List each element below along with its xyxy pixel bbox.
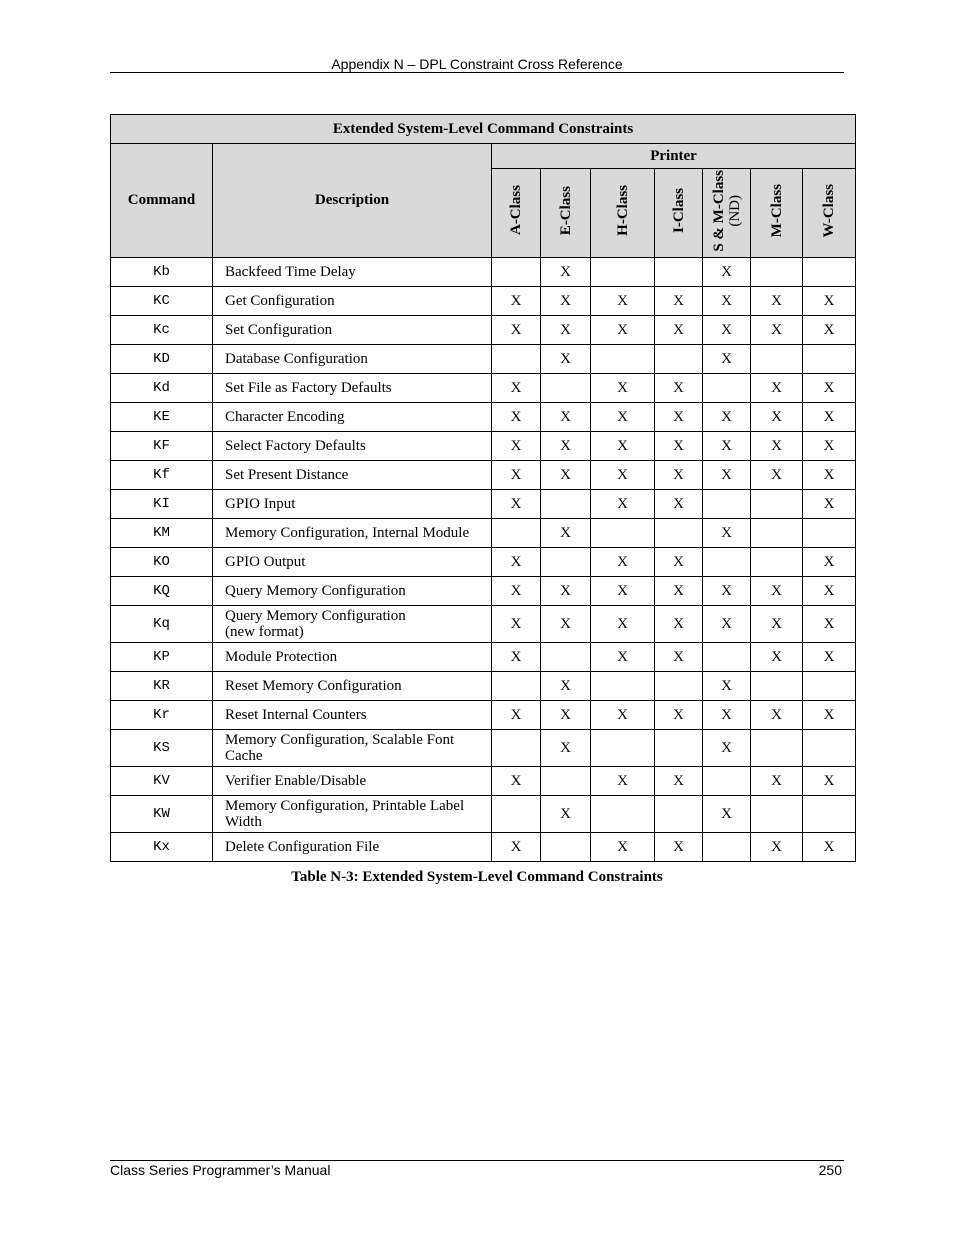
- support-mark-cell: [492, 258, 541, 287]
- class-label: [711, 170, 743, 252]
- support-mark-cell: X: [751, 577, 803, 606]
- support-mark-cell: [703, 490, 751, 519]
- support-mark-cell: X: [803, 643, 856, 672]
- support-mark-cell: [591, 796, 655, 833]
- support-mark-cell: X: [803, 461, 856, 490]
- support-mark-cell: X: [751, 403, 803, 432]
- support-mark-cell: [655, 730, 703, 767]
- support-mark-cell: [655, 519, 703, 548]
- column-header-class: [751, 169, 803, 258]
- support-mark-cell: X: [492, 577, 541, 606]
- support-mark-cell: X: [803, 833, 856, 862]
- command-cell: KD: [111, 345, 213, 374]
- description-cell: Query Memory Configuration: [213, 577, 492, 606]
- support-mark-cell: X: [541, 316, 591, 345]
- support-mark-cell: X: [703, 701, 751, 730]
- support-mark-cell: X: [541, 672, 591, 701]
- support-mark-cell: X: [655, 490, 703, 519]
- support-mark-cell: [655, 672, 703, 701]
- support-mark-cell: [803, 345, 856, 374]
- support-mark-cell: X: [703, 403, 751, 432]
- support-mark-cell: [541, 490, 591, 519]
- support-mark-cell: X: [492, 606, 541, 643]
- description-cell: Set File as Factory Defaults: [213, 374, 492, 403]
- table-row: [111, 258, 856, 287]
- support-mark-cell: [541, 767, 591, 796]
- constraints-table: [110, 114, 856, 862]
- command-cell: KR: [111, 672, 213, 701]
- table-caption: Table N-3: Extended System-Level Command Constraints: [291, 869, 663, 885]
- description-cell: Select Factory Defaults: [213, 432, 492, 461]
- support-mark-cell: [655, 796, 703, 833]
- support-mark-cell: X: [751, 701, 803, 730]
- command-cell: KQ: [111, 577, 213, 606]
- support-mark-cell: X: [541, 701, 591, 730]
- table-row: [111, 316, 856, 345]
- support-mark-cell: X: [541, 461, 591, 490]
- description-cell: Character Encoding: [213, 403, 492, 432]
- support-mark-cell: [703, 643, 751, 672]
- page-header: Appendix N – DPL Constraint Cross Reference: [331, 56, 623, 72]
- support-mark-cell: X: [655, 403, 703, 432]
- support-mark-cell: [492, 672, 541, 701]
- column-header-printer: Printer: [492, 144, 856, 169]
- support-mark-cell: X: [703, 287, 751, 316]
- description-cell: Module Protection: [213, 643, 492, 672]
- support-mark-cell: X: [541, 432, 591, 461]
- support-mark-cell: X: [591, 577, 655, 606]
- description-cell: Get Configuration: [213, 287, 492, 316]
- support-mark-cell: X: [591, 287, 655, 316]
- support-mark-cell: X: [492, 432, 541, 461]
- description-cell: Memory Configuration, Scalable Font Cache: [213, 730, 492, 767]
- support-mark-cell: X: [655, 643, 703, 672]
- command-cell: Kq: [111, 606, 213, 643]
- footer-page-number: 250: [818, 1162, 842, 1178]
- support-mark-cell: [541, 548, 591, 577]
- support-mark-cell: [751, 672, 803, 701]
- command-cell: Kr: [111, 701, 213, 730]
- command-cell: KF: [111, 432, 213, 461]
- support-mark-cell: X: [803, 316, 856, 345]
- class-name: S & M-Class: [710, 169, 727, 252]
- support-mark-cell: X: [655, 374, 703, 403]
- support-mark-cell: X: [655, 833, 703, 862]
- table-row: [111, 287, 856, 316]
- command-cell: KV: [111, 767, 213, 796]
- footer-rule: [110, 1160, 844, 1161]
- class-label: [821, 184, 837, 238]
- support-mark-cell: X: [492, 767, 541, 796]
- support-mark-cell: [492, 345, 541, 374]
- support-mark-cell: X: [751, 833, 803, 862]
- support-mark-cell: [751, 796, 803, 833]
- support-mark-cell: X: [541, 730, 591, 767]
- table-row: [111, 767, 856, 796]
- support-mark-cell: [703, 767, 751, 796]
- support-mark-cell: X: [541, 345, 591, 374]
- command-cell: Kd: [111, 374, 213, 403]
- support-mark-cell: X: [492, 287, 541, 316]
- support-mark-cell: X: [803, 403, 856, 432]
- support-mark-cell: X: [803, 374, 856, 403]
- table-row: [111, 345, 856, 374]
- support-mark-cell: X: [591, 403, 655, 432]
- support-mark-cell: X: [803, 432, 856, 461]
- command-cell: KS: [111, 730, 213, 767]
- class-label: [558, 186, 574, 235]
- support-mark-cell: X: [751, 374, 803, 403]
- class-subnote: (ND): [726, 194, 743, 227]
- support-mark-cell: [541, 374, 591, 403]
- description-cell: GPIO Output: [213, 548, 492, 577]
- support-mark-cell: [591, 672, 655, 701]
- description-cell: Reset Memory Configuration: [213, 672, 492, 701]
- support-mark-cell: [803, 258, 856, 287]
- support-mark-cell: [803, 519, 856, 548]
- support-mark-cell: [751, 345, 803, 374]
- command-cell: Kx: [111, 833, 213, 862]
- support-mark-cell: [492, 796, 541, 833]
- class-name: M-Class: [768, 183, 785, 238]
- support-mark-cell: [591, 258, 655, 287]
- support-mark-cell: X: [751, 432, 803, 461]
- column-header-class: [591, 169, 655, 258]
- footer-manual-title: Class Series Programmer’s Manual: [110, 1162, 331, 1178]
- column-header-class: [492, 169, 541, 258]
- support-mark-cell: X: [591, 701, 655, 730]
- command-cell: Kc: [111, 316, 213, 345]
- table-row: [111, 796, 856, 833]
- support-mark-cell: [541, 833, 591, 862]
- table-row: [111, 730, 856, 767]
- command-cell: KM: [111, 519, 213, 548]
- table-row: [111, 643, 856, 672]
- support-mark-cell: X: [703, 672, 751, 701]
- table-row: [111, 461, 856, 490]
- support-mark-cell: [703, 548, 751, 577]
- support-mark-cell: [655, 345, 703, 374]
- support-mark-cell: [703, 833, 751, 862]
- header-rule: [110, 72, 844, 73]
- support-mark-cell: X: [703, 461, 751, 490]
- support-mark-cell: X: [803, 606, 856, 643]
- support-mark-cell: X: [591, 606, 655, 643]
- support-mark-cell: [751, 258, 803, 287]
- support-mark-cell: X: [655, 461, 703, 490]
- command-cell: Kf: [111, 461, 213, 490]
- support-mark-cell: X: [591, 833, 655, 862]
- class-label: [508, 185, 524, 235]
- command-cell: KP: [111, 643, 213, 672]
- support-mark-cell: X: [541, 577, 591, 606]
- class-label: [615, 185, 631, 236]
- description-cell: Database Configuration: [213, 345, 492, 374]
- support-mark-cell: X: [492, 403, 541, 432]
- support-mark-cell: X: [591, 316, 655, 345]
- class-label: [769, 184, 785, 237]
- support-mark-cell: X: [803, 490, 856, 519]
- support-mark-cell: [492, 730, 541, 767]
- support-mark-cell: X: [803, 287, 856, 316]
- support-mark-cell: X: [703, 606, 751, 643]
- support-mark-cell: X: [703, 730, 751, 767]
- description-cell: GPIO Input: [213, 490, 492, 519]
- support-mark-cell: X: [655, 287, 703, 316]
- description-cell: Set Present Distance: [213, 461, 492, 490]
- support-mark-cell: X: [655, 606, 703, 643]
- table-row: [111, 374, 856, 403]
- support-mark-cell: X: [492, 316, 541, 345]
- support-mark-cell: [751, 519, 803, 548]
- description-cell: Backfeed Time Delay: [213, 258, 492, 287]
- support-mark-cell: X: [492, 643, 541, 672]
- support-mark-cell: X: [655, 701, 703, 730]
- support-mark-cell: X: [492, 701, 541, 730]
- support-mark-cell: [751, 548, 803, 577]
- column-header-command: Command: [111, 144, 213, 258]
- support-mark-cell: X: [751, 287, 803, 316]
- class-name: E-Class: [557, 185, 574, 236]
- support-mark-cell: X: [703, 577, 751, 606]
- description-cell: Reset Internal Counters: [213, 701, 492, 730]
- support-mark-cell: X: [655, 548, 703, 577]
- support-mark-cell: X: [541, 606, 591, 643]
- class-name: I-Class: [670, 187, 687, 233]
- support-mark-cell: X: [703, 345, 751, 374]
- support-mark-cell: [803, 730, 856, 767]
- description-cell: Memory Configuration, Printable Label Width: [213, 796, 492, 833]
- support-mark-cell: X: [703, 519, 751, 548]
- column-header-class: [803, 169, 856, 258]
- support-mark-cell: [803, 796, 856, 833]
- table-row: [111, 672, 856, 701]
- support-mark-cell: X: [703, 432, 751, 461]
- support-mark-cell: [591, 519, 655, 548]
- column-header-description: Description: [213, 144, 492, 258]
- support-mark-cell: X: [751, 461, 803, 490]
- table-row: [111, 577, 856, 606]
- support-mark-cell: [591, 730, 655, 767]
- support-mark-cell: X: [751, 316, 803, 345]
- table-row: [111, 490, 856, 519]
- support-mark-cell: X: [541, 403, 591, 432]
- table-row: [111, 833, 856, 862]
- support-mark-cell: [751, 730, 803, 767]
- support-mark-cell: X: [655, 316, 703, 345]
- support-mark-cell: X: [655, 767, 703, 796]
- support-mark-cell: X: [751, 606, 803, 643]
- column-header-class: [541, 169, 591, 258]
- support-mark-cell: [541, 643, 591, 672]
- support-mark-cell: X: [803, 701, 856, 730]
- support-mark-cell: X: [803, 767, 856, 796]
- support-mark-cell: X: [591, 461, 655, 490]
- table-row: [111, 701, 856, 730]
- support-mark-cell: X: [541, 287, 591, 316]
- support-mark-cell: X: [703, 796, 751, 833]
- table-title: Extended System-Level Command Constraints: [111, 115, 856, 144]
- support-mark-cell: X: [492, 461, 541, 490]
- support-mark-cell: X: [591, 490, 655, 519]
- support-mark-cell: X: [803, 548, 856, 577]
- support-mark-cell: X: [751, 643, 803, 672]
- column-header-class: [655, 169, 703, 258]
- description-cell: Query Memory Configuration (new format): [213, 606, 492, 643]
- command-cell: KO: [111, 548, 213, 577]
- support-mark-cell: X: [541, 258, 591, 287]
- description-cell: Memory Configuration, Internal Module: [213, 519, 492, 548]
- support-mark-cell: [655, 258, 703, 287]
- support-mark-cell: [492, 519, 541, 548]
- support-mark-cell: X: [591, 767, 655, 796]
- table-row: [111, 606, 856, 643]
- table-row: [111, 519, 856, 548]
- support-mark-cell: X: [703, 258, 751, 287]
- support-mark-cell: X: [591, 643, 655, 672]
- class-name: W-Class: [821, 183, 838, 238]
- support-mark-cell: X: [492, 374, 541, 403]
- support-mark-cell: X: [541, 519, 591, 548]
- table-row: [111, 403, 856, 432]
- support-mark-cell: X: [492, 548, 541, 577]
- support-mark-cell: X: [655, 432, 703, 461]
- support-mark-cell: [803, 672, 856, 701]
- support-mark-cell: X: [492, 490, 541, 519]
- command-cell: Kb: [111, 258, 213, 287]
- class-name: H-Class: [614, 185, 631, 236]
- support-mark-cell: X: [703, 316, 751, 345]
- command-cell: KC: [111, 287, 213, 316]
- support-mark-cell: X: [541, 796, 591, 833]
- support-mark-cell: X: [492, 833, 541, 862]
- table-row: [111, 432, 856, 461]
- support-mark-cell: [591, 345, 655, 374]
- description-cell: Verifier Enable/Disable: [213, 767, 492, 796]
- table-row: [111, 548, 856, 577]
- support-mark-cell: X: [655, 577, 703, 606]
- description-cell: Set Configuration: [213, 316, 492, 345]
- support-mark-cell: X: [591, 548, 655, 577]
- support-mark-cell: X: [751, 767, 803, 796]
- description-cell: Delete Configuration File: [213, 833, 492, 862]
- column-header-class: [703, 169, 751, 258]
- command-cell: KE: [111, 403, 213, 432]
- support-mark-cell: X: [803, 577, 856, 606]
- command-cell: KW: [111, 796, 213, 833]
- class-label: [671, 188, 687, 233]
- support-mark-cell: X: [591, 432, 655, 461]
- command-cell: KI: [111, 490, 213, 519]
- support-mark-cell: X: [591, 374, 655, 403]
- class-name: A-Class: [508, 185, 524, 236]
- support-mark-cell: [703, 374, 751, 403]
- support-mark-cell: [751, 490, 803, 519]
